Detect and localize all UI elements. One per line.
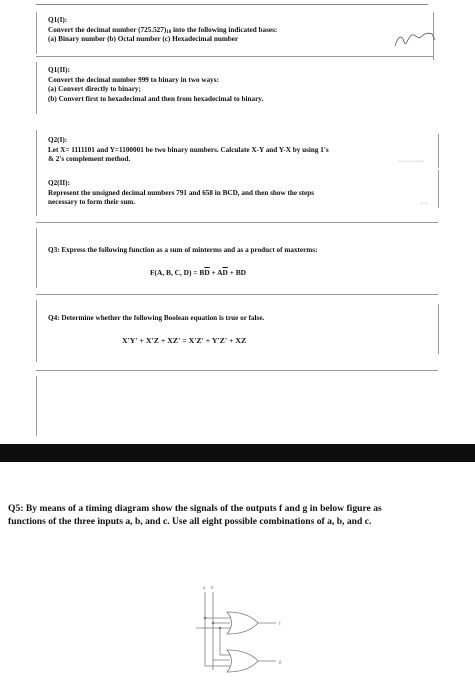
margin-rule bbox=[438, 304, 439, 354]
divider bbox=[36, 370, 438, 371]
margin-rule bbox=[36, 172, 37, 216]
divider bbox=[36, 56, 433, 57]
top-rule bbox=[36, 4, 428, 5]
margin-rule bbox=[36, 300, 37, 362]
q4-formula: X'Y' + X'Z + XZ' = X'Z' + Y'Z' + XZ bbox=[122, 336, 247, 345]
margin-rule bbox=[36, 228, 37, 288]
q1-2-line3: (b) Convert first to hexadecimal and then from hexadecimal to binary. bbox=[48, 94, 264, 103]
q1-2-heading: Q1(II): bbox=[48, 66, 70, 74]
input-a-label: a bbox=[203, 586, 206, 591]
margin-rule bbox=[36, 376, 37, 436]
or-gate-f bbox=[227, 612, 258, 634]
q2-1-heading: Q2(I): bbox=[48, 136, 68, 144]
q2-2-heading: Q2(II): bbox=[48, 179, 70, 187]
dotted-mark: ········· bbox=[398, 159, 425, 165]
divider bbox=[36, 222, 438, 223]
margin-rule bbox=[438, 170, 439, 208]
input-b-label: b bbox=[211, 586, 214, 591]
q1-1-line1: Convert the decimal number $(725.527)_{10}$ into the following indicated bases: bbox=[48, 25, 278, 35]
q3-text: Q3: Express the following function as a sum of minterms and as a product of maxterms: bbox=[48, 246, 318, 254]
margin-rule bbox=[36, 130, 37, 172]
logic-circuit-diagram bbox=[190, 582, 310, 692]
output-g-label: g bbox=[279, 660, 282, 665]
q1-2-line1: Convert the decimal number 999 to binary in two ways: bbox=[48, 75, 219, 84]
scribble-mark bbox=[392, 26, 438, 52]
q5-line2: functions of the three inputs a, b, and c. Use all eight possible combinations of a, b, and c. bbox=[8, 516, 372, 527]
q2-1-line1: Let X= 1111101 and Y=1100001 be two binary numbers. Calculate X-Y and Y-X by using 1's bbox=[48, 145, 329, 154]
or-gate-g bbox=[227, 650, 258, 672]
q1-2-line2: (a) Convert directly to binary; bbox=[48, 85, 141, 93]
divider bbox=[36, 294, 438, 295]
dotted-mark: ··· bbox=[420, 201, 429, 207]
margin-rule bbox=[438, 134, 439, 168]
margin-rule bbox=[36, 62, 37, 114]
q1-1-line2: (a) Binary number (b) Octal number (c) Hexadecimal number bbox=[48, 35, 239, 43]
output-f-label: f bbox=[279, 622, 281, 627]
q2-2-line1: Represent the unsigned decimal numbers 791 and 658 in BCD, and then show the steps bbox=[48, 188, 315, 197]
q2-2-line2: necessary to form their sum. bbox=[48, 198, 136, 206]
margin-rule bbox=[36, 12, 37, 54]
q1-1-heading: Q1(I): bbox=[48, 16, 68, 24]
page-gap-band bbox=[0, 444, 475, 462]
worksheet-bottom bbox=[0, 462, 475, 700]
q2-1-line2: & 2's complement method. bbox=[48, 155, 131, 163]
q4-text: Q4: Determine whether the following Boolean equation is true or false. bbox=[48, 314, 265, 322]
q5-text bbox=[8, 502, 470, 528]
q5-line1: Q5: By means of a timing diagram show the signals of the outputs f and g in below figure as bbox=[8, 503, 382, 514]
q3-formula: F(A, B, C, $D) = B\overline{D} + A\overline{D}$ + BD bbox=[150, 268, 247, 277]
